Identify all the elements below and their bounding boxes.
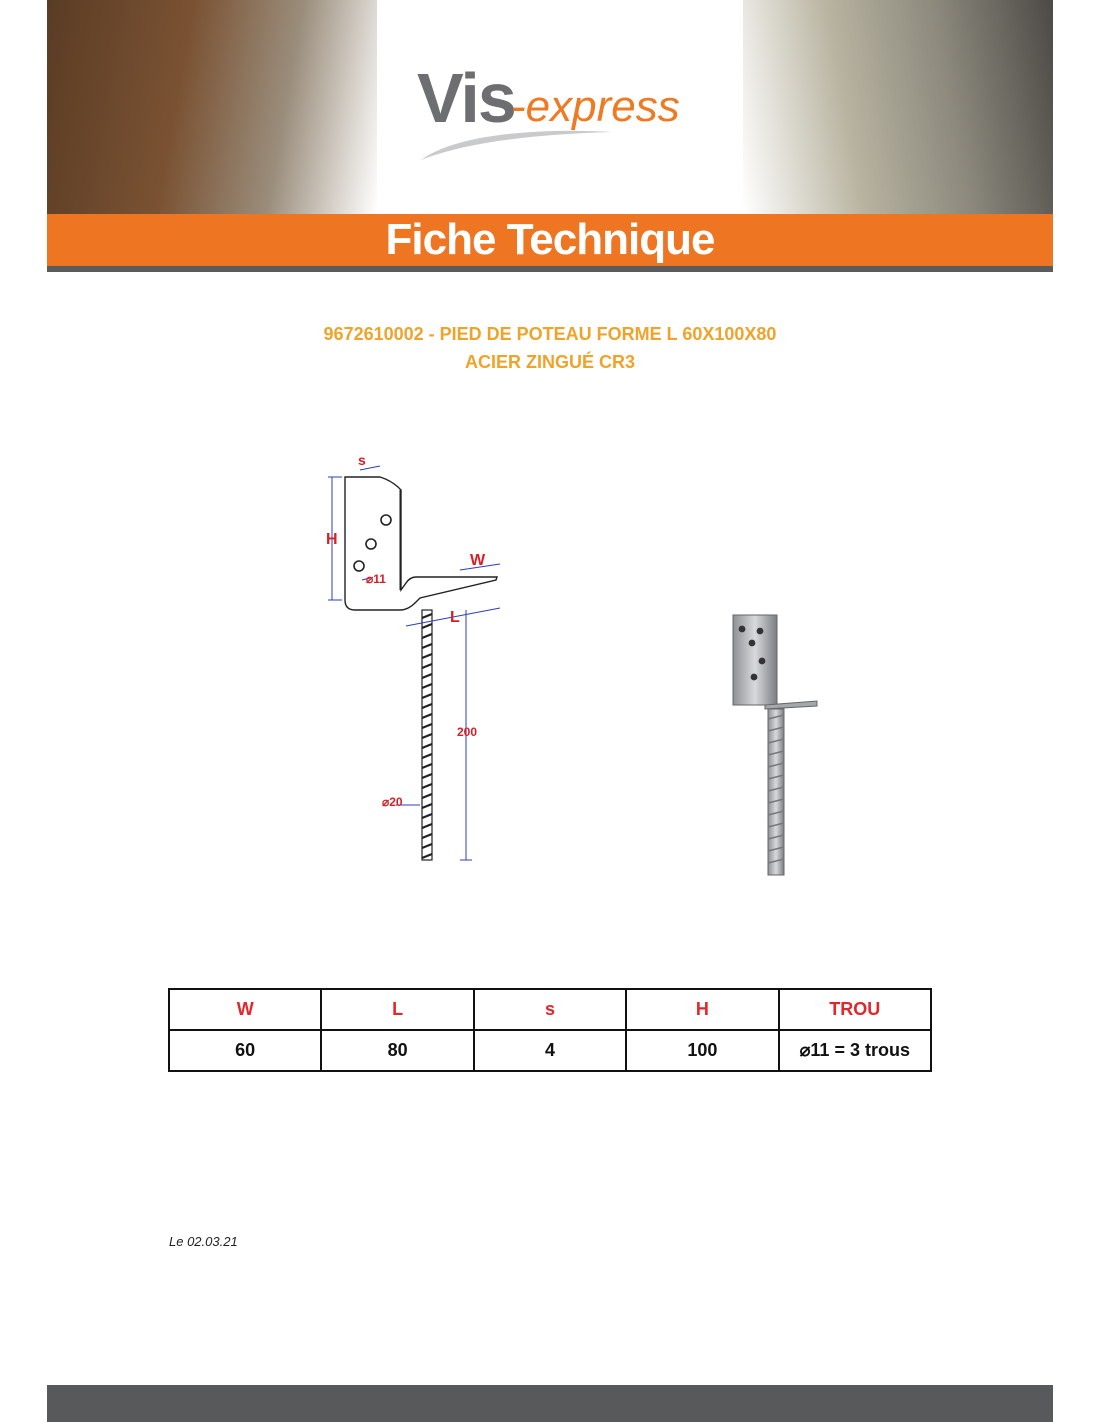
footer-bar xyxy=(47,1385,1053,1422)
hole-icon xyxy=(366,539,376,549)
dim-label-h: H xyxy=(326,531,338,548)
logo-swoosh-icon xyxy=(417,124,617,164)
dim-label-w: W xyxy=(470,552,486,569)
brand-logo xyxy=(417,58,707,168)
brand-name: Vis xyxy=(417,59,515,137)
table-cell-trou: ⌀11 = 3 trous xyxy=(779,1030,931,1071)
page-title: Fiche Technique xyxy=(47,214,1053,266)
table-header-l: L xyxy=(321,989,473,1030)
screws-photo xyxy=(743,0,1053,214)
product-title xyxy=(0,320,1100,376)
dim-label-rod-length: 200 xyxy=(457,725,478,739)
table-cell-h: 100 xyxy=(626,1030,778,1071)
hole-icon xyxy=(381,515,391,525)
table-header-trou: TROU xyxy=(779,989,931,1030)
document-date: Le 02.03.21 xyxy=(169,1234,238,1249)
dim-label-hole: ⌀11 xyxy=(366,572,386,586)
product-title-line2: ACIER ZINGUÉ CR3 xyxy=(464,352,635,372)
table-row xyxy=(169,1030,931,1071)
table-header-row xyxy=(169,989,931,1030)
technical-drawing xyxy=(300,440,540,880)
table-header-s: s xyxy=(474,989,626,1030)
header-banner xyxy=(47,0,1053,214)
product-title-line1: 9672610002 - PIED DE POTEAU FORME L 60X100X80 xyxy=(323,324,777,344)
dim-label-rod-diameter: ⌀20 xyxy=(382,795,403,809)
table-header-h: H xyxy=(626,989,778,1030)
product-photo xyxy=(720,605,830,885)
table-cell-s: 4 xyxy=(474,1030,626,1071)
tools-photo xyxy=(47,0,377,214)
table-cell-w: 60 xyxy=(169,1030,321,1071)
brand-suffix: -express xyxy=(511,82,680,131)
hole-icon xyxy=(354,561,364,571)
dim-label-s: s xyxy=(358,452,366,468)
table-header-w: W xyxy=(169,989,321,1030)
specs-table xyxy=(168,988,932,1072)
dim-label-l: L xyxy=(450,609,460,626)
title-divider xyxy=(47,266,1053,272)
table-cell-l: 80 xyxy=(321,1030,473,1071)
